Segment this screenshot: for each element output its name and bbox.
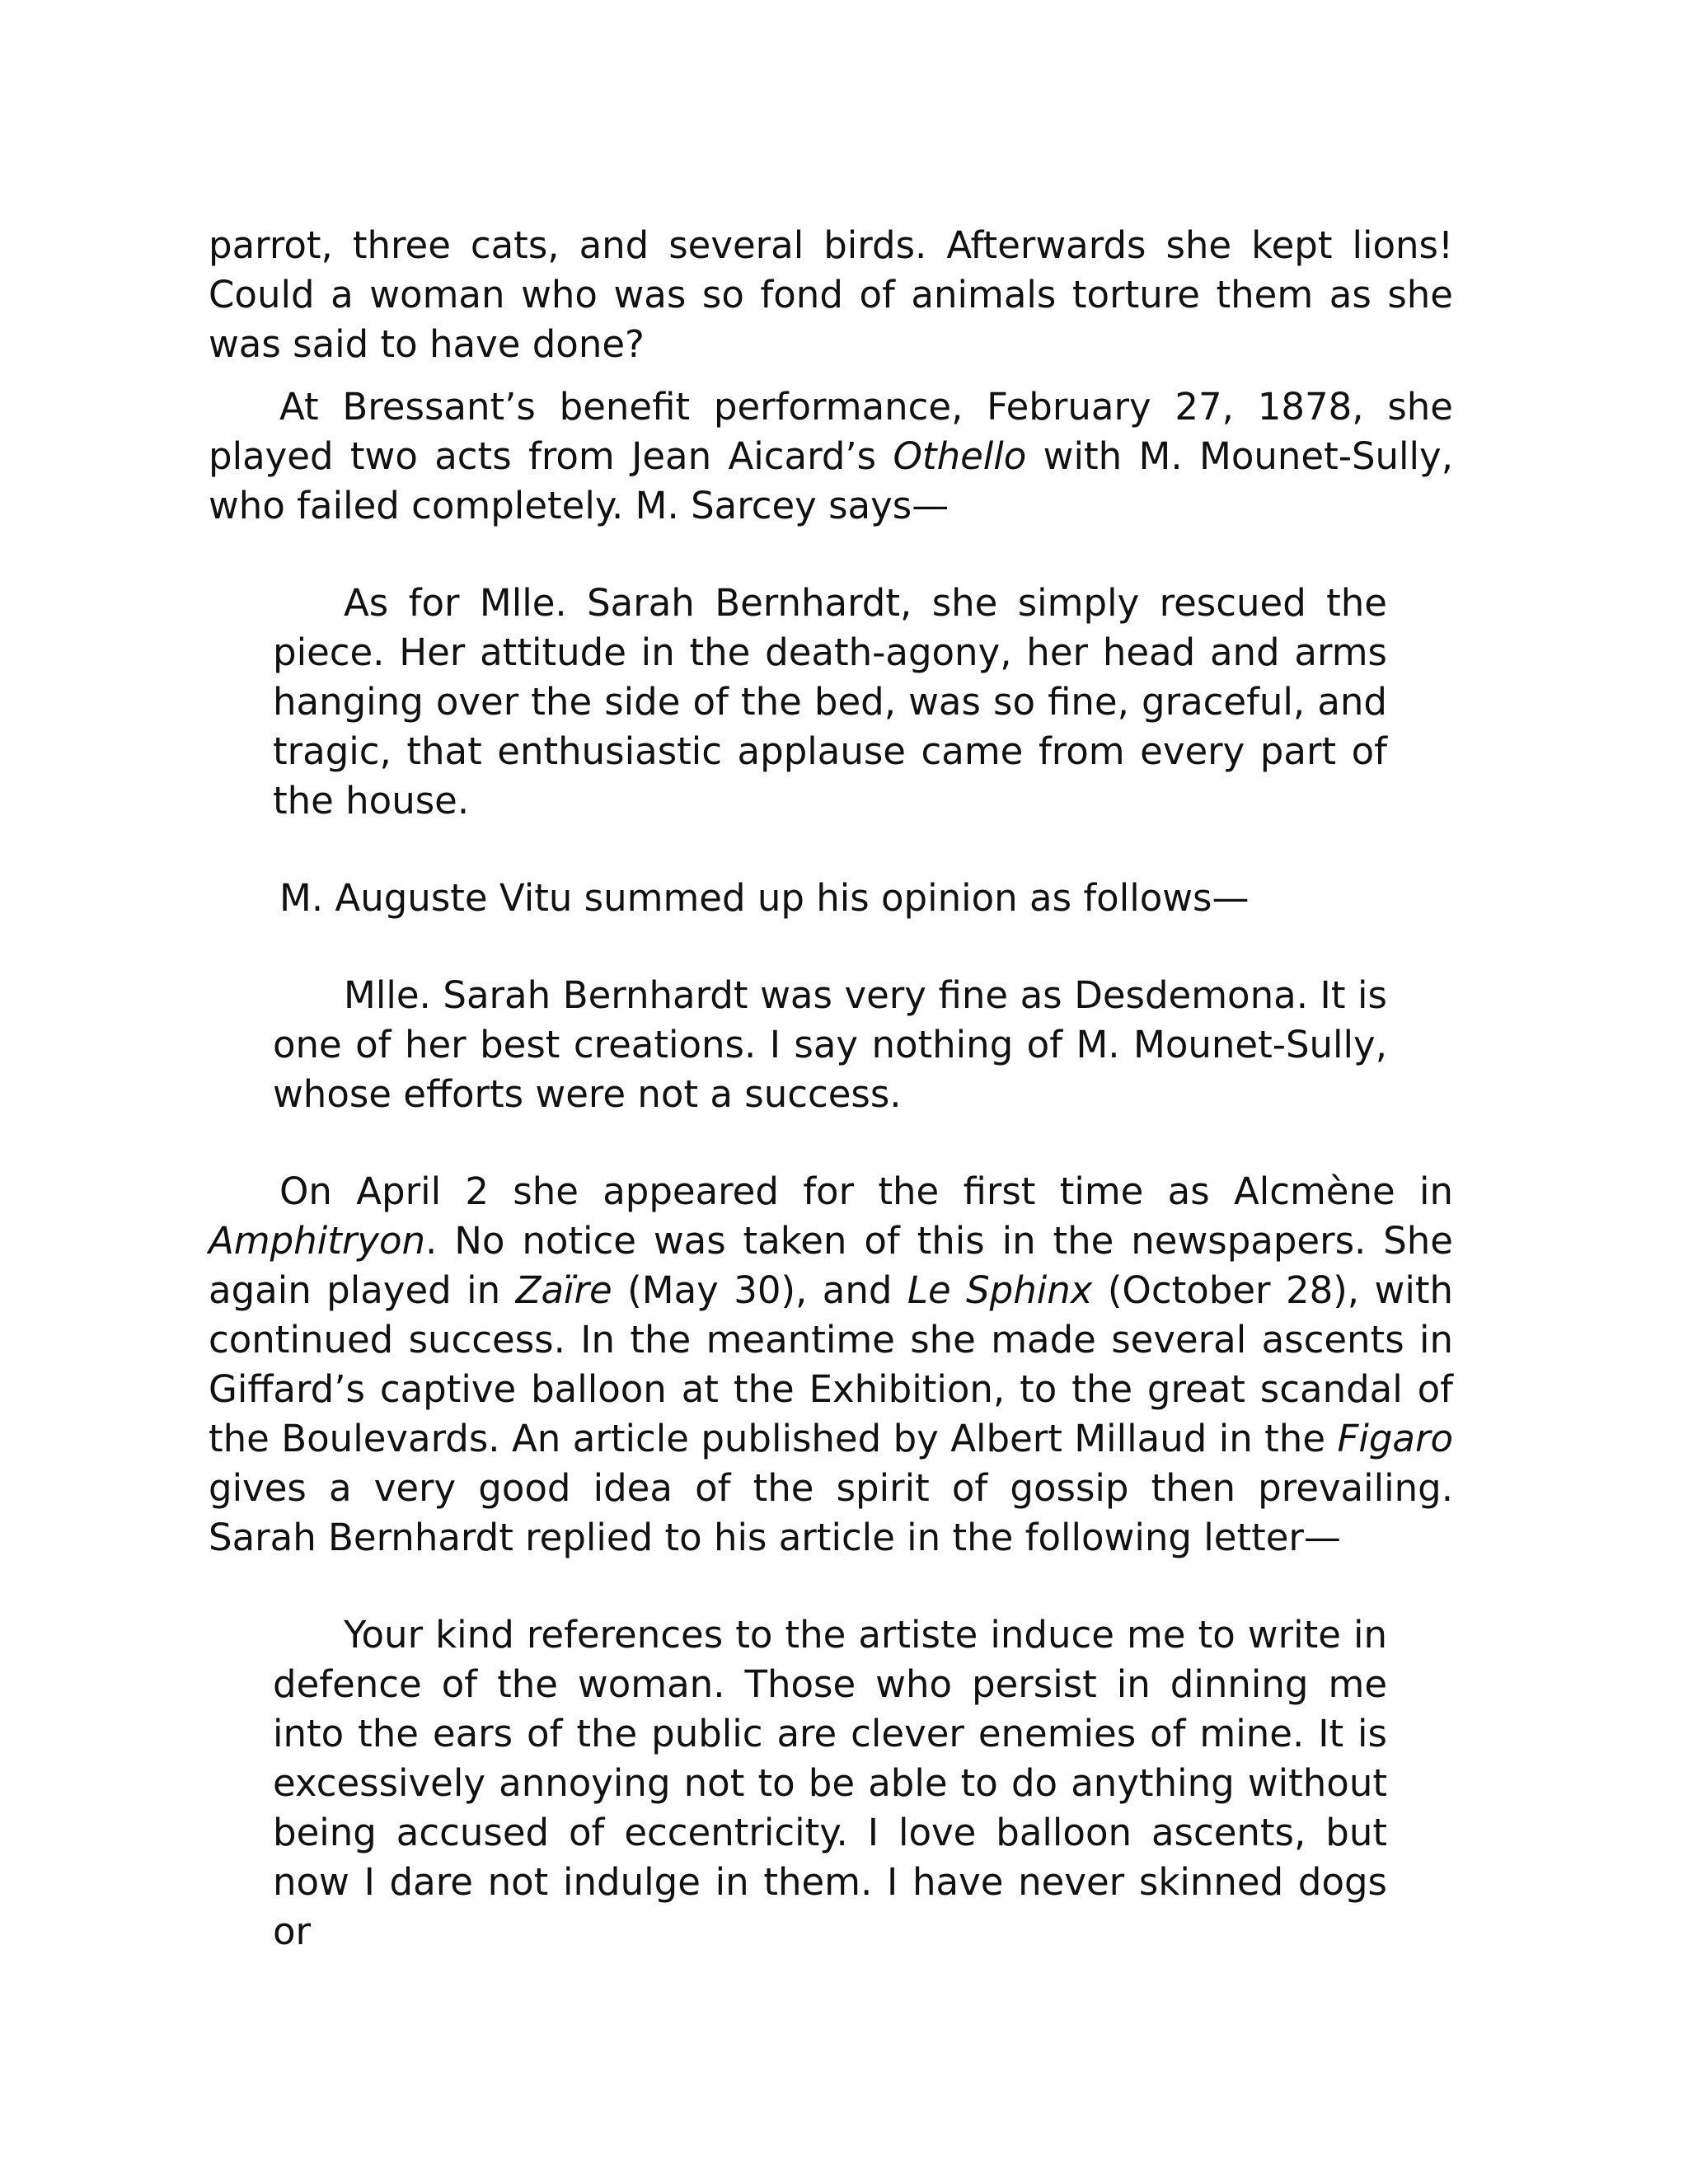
text-run: At Bressant’s benefit performance, February 27, 1878, she played two acts from Jean Aicard’s xyxy=(209,385,1453,478)
text-run: gives a very good idea of the spirit of gossip then prevailing. Sarah Bernhardt replied to his article in the following letter— xyxy=(209,1466,1453,1559)
italic-title: Amphitryon xyxy=(209,1219,426,1263)
text-run: . No notice was taken of this in the newspapers. She again played in xyxy=(209,1219,1453,1312)
page-body xyxy=(209,221,1453,1957)
blockquote-bernhardt-letter xyxy=(273,1610,1387,1957)
blockquote-sarcey xyxy=(273,579,1387,826)
spacer xyxy=(209,826,1453,874)
paragraph-april-appearance xyxy=(209,1167,1453,1563)
text-run: with M. Mounet-Sully, who failed completely. M. Sarcey says— xyxy=(209,434,1453,527)
text-run: Mlle. Sarah Bernhardt was very fine as Desdemona. It is one of her best creations. I say nothing of M. Mounet-Sully, whose efforts were not a success. xyxy=(273,973,1387,1116)
paragraph-vitu-intro xyxy=(209,874,1453,923)
italic-title: Othello xyxy=(893,434,1027,478)
italic-title: Zaïre xyxy=(515,1268,612,1312)
text-run: M. Auguste Vitu summed up his opinion as follows— xyxy=(279,876,1250,920)
text-run: As for Mlle. Sarah Bernhardt, she simply rescued the piece. Her attitude in the death-agony, her head and arms hanging over the side of the bed, was so fine, graceful, and tragic, that enthusiastic applause came from every part of the house. xyxy=(273,581,1387,823)
italic-title: Figaro xyxy=(1337,1417,1453,1460)
spacer xyxy=(209,923,1453,971)
blockquote-vitu xyxy=(273,971,1387,1119)
paragraph-bressant-benefit xyxy=(209,382,1453,531)
spacer xyxy=(209,1119,1453,1167)
spacer xyxy=(209,1563,1453,1610)
paragraph-animals xyxy=(209,221,1453,369)
spacer xyxy=(209,531,1453,579)
text-run: Your kind references to the artiste induce me to write in defence of the woman. Those who persist in dinning me into the ears of the public are clever enemies of mine. It is excessively annoying not to be able to do anything without being accused of eccentricity. I love balloon ascents, but now I dare not indulge in them. I have never skinned dogs or xyxy=(273,1613,1387,1953)
text-run: parrot, three cats, and several birds. Afterwards she kept lions! Could a woman who was so fond of animals torture them as she was said to have done? xyxy=(209,223,1453,366)
text-run: On April 2 she appeared for the first time as Alcmène in xyxy=(279,1169,1453,1213)
text-run: (October 28), with continued success. In the meantime she made several ascents in Giffard’s captive balloon at the Exhibition, to the great scandal of the Boulevards. An article published by Albert Millaud in the xyxy=(209,1268,1454,1460)
italic-title: Le Sphinx xyxy=(907,1268,1093,1312)
text-run: (May 30), and xyxy=(612,1268,907,1312)
